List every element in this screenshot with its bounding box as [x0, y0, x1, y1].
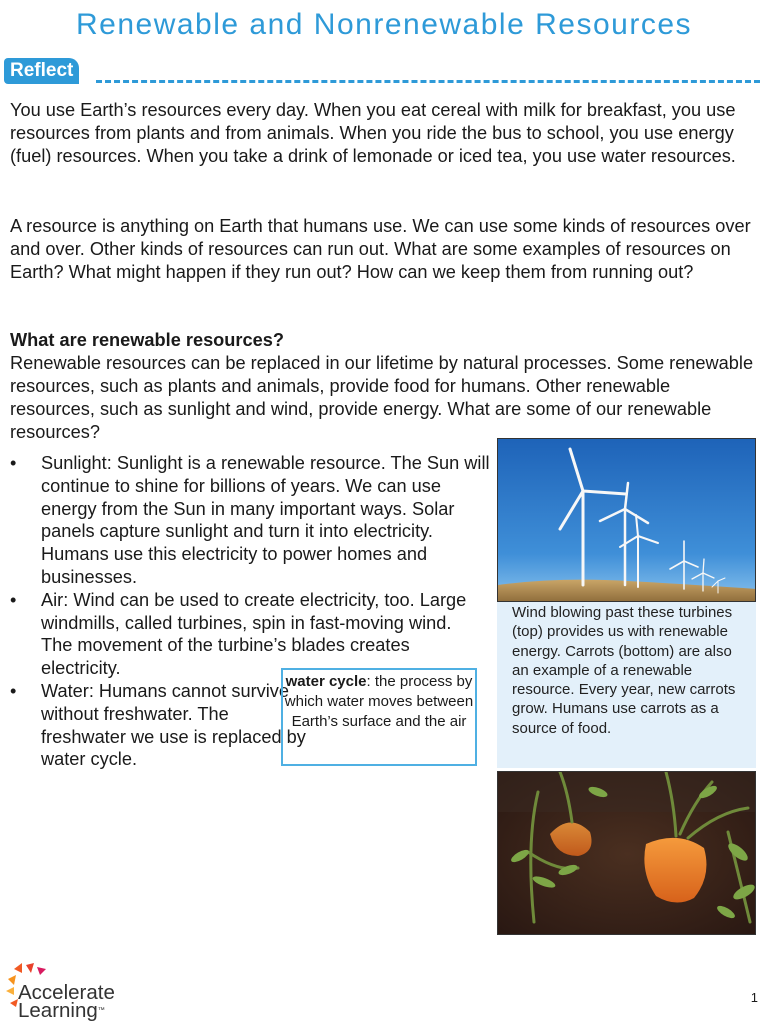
renewable-section [10, 329, 760, 444]
renewable-question-heading: What are renewable resources? [10, 330, 284, 350]
carrots-image [498, 772, 756, 935]
reflect-tab: Reflect [4, 58, 79, 84]
page-number: 1 [750, 990, 758, 1005]
vocabulary-box [281, 668, 477, 766]
bullet-water [10, 680, 311, 771]
wind-turbines-photo [497, 438, 756, 602]
bullet-air [10, 589, 486, 680]
bullet-marker: • [10, 680, 17, 701]
intro-paragraph-2: A resource is anything on Earth that humans use. We can use some kinds of resources over and over. Other kinds of resources can run out. What are some examples of resources on Earth? What might happen if they run out? How can we keep them from running out? [10, 216, 751, 282]
bullet-text: Sunlight: Sunlight is a renewable resource. The Sun will continue to shine for billions of years. We can use energy from the Sun in many important ways. Solar panels capture sunlight and turn it into electricity. Humans use this electricity to power homes and businesses. [41, 453, 490, 587]
trademark-mark: ™ [97, 1007, 105, 1014]
bullet-marker: • [10, 453, 17, 473]
bullet-marker: • [10, 589, 17, 610]
bullet-text: Air: Wind can be used to create electricity, too. Large windmills, called turbines, spin in fast-moving wind. The movement of the turbine’s blades creates electricity. [41, 589, 467, 679]
vocab-definition: : the process by which water moves between Earth’s surface and the air [284, 673, 474, 730]
intro-paragraph-1: You use Earth’s resources every day. When you eat cereal with milk for breakfast, you use resources from plants and from animals. When you ride the bus to school, you use energy (fuel) resources. When you take a drink of lemonade or iced tea, you use water resources. [10, 100, 736, 166]
wind-turbines-image [498, 439, 756, 602]
dashed-divider [96, 80, 760, 83]
renewable-body: Renewable resources can be replaced in our lifetime by natural processes. Some renewable resources, such as plants and animals, provide food for humans. Other renewable resources, such as sunlight and wind, provide energy. What are some of our renewable resources? [10, 353, 754, 442]
carrots-photo [497, 771, 756, 935]
page-title: Renewable and Nonrenewable Resources [75, 8, 693, 41]
logo-text-line-1: Accelerate [18, 981, 115, 1004]
section-header [0, 56, 768, 86]
bullet-text: Water: Humans cannot survive without freshwater. The freshwater we use is replaced by water cycle. [41, 680, 306, 770]
logo-word: Learning [18, 999, 98, 1022]
vocab-term: water cycle [285, 673, 367, 690]
logo-text-line-2 [18, 1001, 105, 1021]
photo-caption: Wind blowing past these turbines (top) provides us with renewable energy. Carrots (bottom) are also an example of a renewable resource. Every year, new carrots grow. Humans use carrots as a source of food. [497, 602, 756, 768]
bullet-sunlight [10, 452, 490, 589]
